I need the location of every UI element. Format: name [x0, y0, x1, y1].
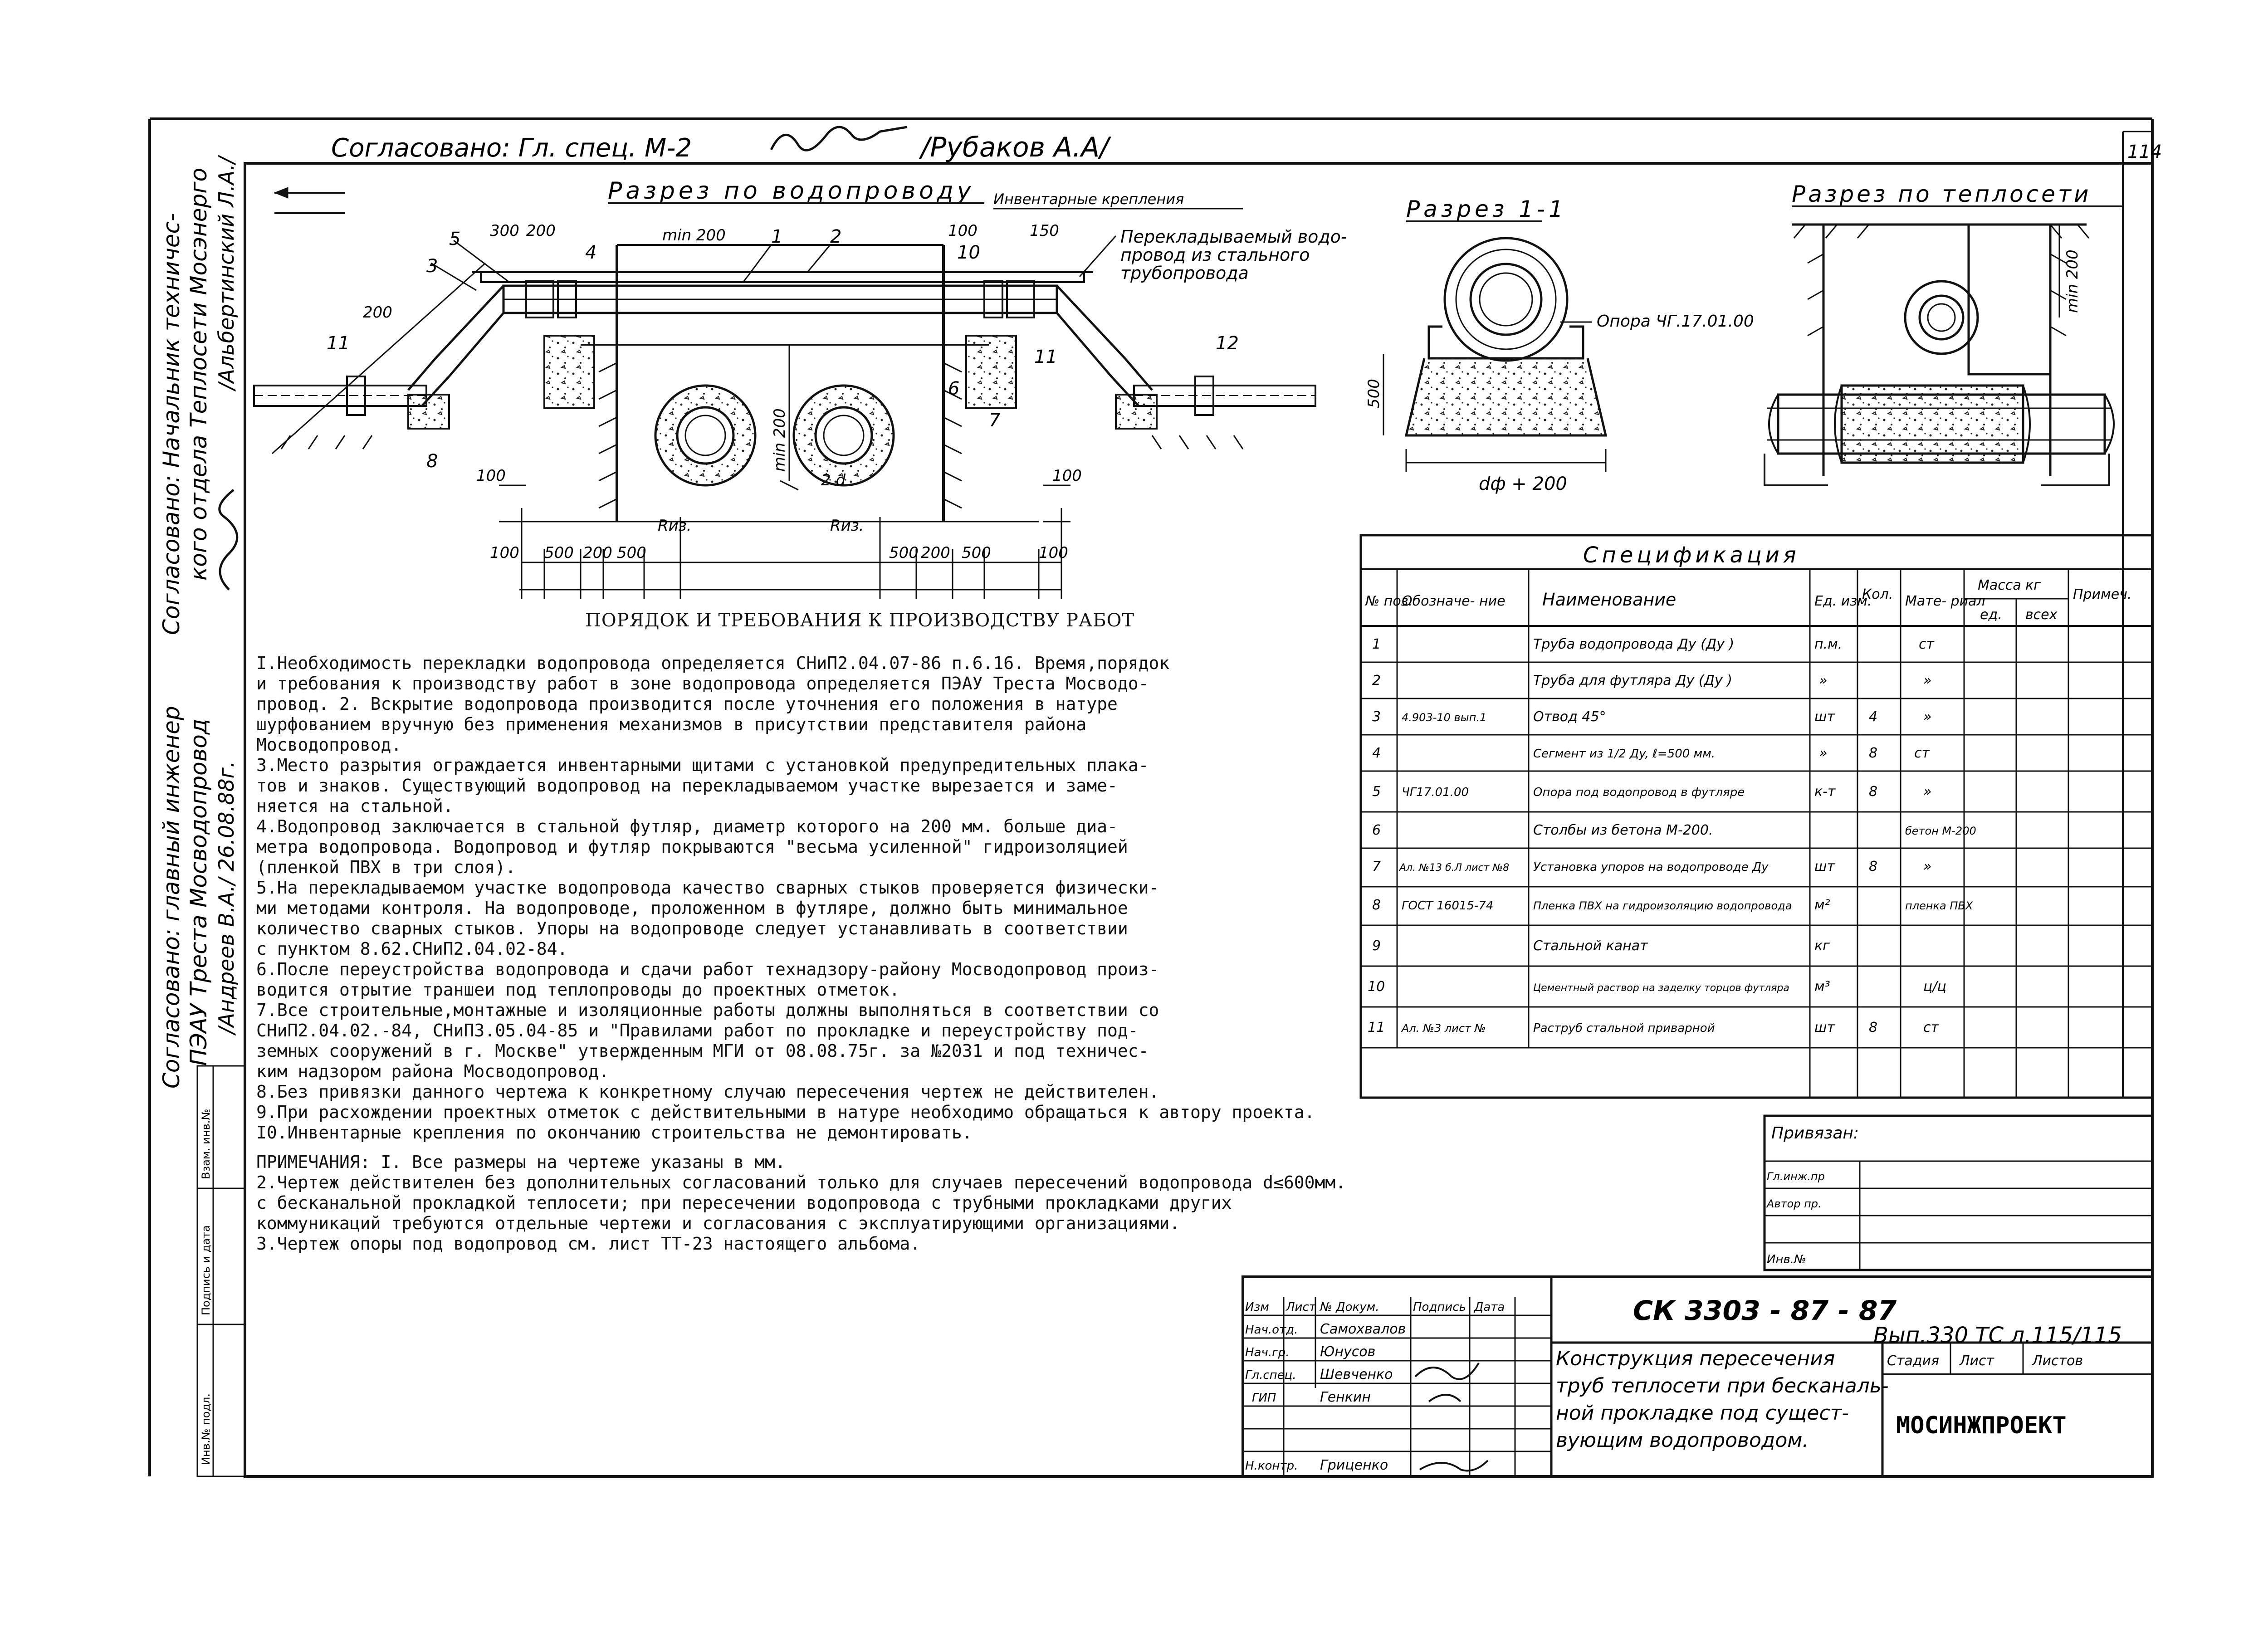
svg-text:м³: м³ — [1814, 979, 1830, 995]
svg-text:Столбы из бетона М-200.: Столбы из бетона М-200. — [1533, 822, 1713, 838]
binding-r3: Инв.№ — [1767, 1253, 1807, 1266]
description-4: вующим водопроводом. — [1556, 1429, 1809, 1452]
req-line: 3.Место разрытия ограждается инвентарными щитами с установкой предупредительных плака- — [256, 755, 1149, 775]
svg-text:8: 8 — [1869, 784, 1878, 800]
drawing-code-hand: Вып.330 ТС л.115/115 — [1873, 1323, 2122, 1348]
svg-text:шт: шт — [1814, 709, 1835, 725]
note-line: ПРИМЕЧАНИЯ: I. Все размеры на чертеже указаны в мм. — [256, 1152, 786, 1172]
stamp-col-2: Подпись и дата — [200, 1225, 212, 1315]
svg-text:Самохвалов: Самохвалов — [1320, 1321, 1406, 1337]
svg-text:Rиз.: Rиз. — [658, 517, 692, 535]
svg-text:6: 6 — [1372, 822, 1381, 838]
req-line: I0.Инвентарные крепления по окончанию строительства не демонтировать. — [256, 1123, 973, 1143]
left-margin-5: ПЭАУ Треста Мосводопровод — [186, 718, 212, 1066]
svg-text:Шевченко: Шевченко — [1320, 1367, 1393, 1382]
svg-text:бетон М-200: бетон М-200 — [1905, 825, 1976, 837]
description-3: ной прокладке под сущест- — [1556, 1402, 1849, 1425]
svg-text:150: 150 — [1030, 222, 1059, 240]
svg-text:Генкин: Генкин — [1320, 1389, 1371, 1405]
title-section-water: Разрез по водопроводу — [608, 177, 975, 205]
svg-text:Нач.гр.: Нач.гр. — [1245, 1346, 1290, 1359]
dim-500-support: 500 — [1365, 379, 1383, 408]
req-line: 5.На перекладываемом участке водопровода качество сварных стыков проверяется физически- — [256, 878, 1159, 898]
svg-text:Дата: Дата — [1474, 1300, 1505, 1314]
svg-text:100: 100 — [476, 467, 506, 485]
svg-text:Изм: Изм — [1245, 1300, 1269, 1314]
req-line: 6.После переустройства водопровода и сдачи работ технадзору-району Мосводопровод произ- — [256, 959, 1159, 979]
left-margin-2: кого отдела Теплосети Мосэнерго — [186, 167, 212, 581]
spec-title: Спецификация — [1583, 542, 1800, 568]
svg-text:200: 200 — [363, 303, 392, 322]
svg-text:Подпись: Подпись — [1413, 1300, 1466, 1314]
agreed-signature — [771, 127, 907, 150]
svg-text:5: 5 — [1372, 784, 1381, 800]
page-number: 114 — [2127, 142, 2162, 162]
drawing-code: СК 3303 - 87 - 87 — [1633, 1295, 1897, 1327]
svg-text:9: 9 — [1372, 938, 1381, 954]
svg-text:Труба для футляра Дy (Дy ): Труба для футляра Дy (Дy ) — [1533, 673, 1732, 689]
label-relaid-3: трубопровода — [1120, 263, 1249, 283]
svg-text:200: 200 — [583, 544, 612, 562]
sheet-label: Лист — [1960, 1353, 1994, 1369]
svg-text:Нач.отд.: Нач.отд. — [1245, 1323, 1298, 1337]
svg-text:500: 500 — [889, 544, 919, 562]
req-line: провод. 2. Вскрытие водопровода производится после уточнения его положения в натуре — [256, 694, 1118, 714]
req-line: СНиП2.04.02.-84, СНиП3.05.04-85 и "Правилами работ по прокладке и переустройству под- — [256, 1021, 1139, 1040]
svg-text:8: 8 — [1869, 1020, 1878, 1036]
req-line: 9.При расхождении проектных отметок с действительными в натуре необходимо обращаться к автору проекта. — [256, 1102, 1315, 1122]
svg-text:№ поз.: № поз. — [1365, 593, 1413, 609]
svg-text:11: 11 — [327, 333, 350, 354]
req-line: ми методами контроля. На водопроводе, проложенном в футляре, должно быть минимальное — [256, 898, 1128, 918]
svg-text:Мате- риал: Мате- риал — [1905, 593, 1985, 609]
svg-text:шт: шт — [1814, 859, 1835, 874]
svg-text:100: 100 — [1039, 544, 1068, 562]
binding-r1: Гл.инж.пр — [1767, 1170, 1825, 1183]
req-line: Мосводопровод. — [256, 735, 402, 755]
svg-text:10: 10 — [1368, 979, 1385, 995]
left-margin-1: Согласовано: Начальник техничес- — [158, 213, 185, 635]
svg-text:100: 100 — [1052, 467, 1082, 485]
svg-text:Пленка ПВХ на гидроизоляцию во: Пленка ПВХ на гидроизоляцию водопровода — [1533, 899, 1792, 912]
svg-text:Наименование: Наименование — [1542, 590, 1677, 610]
svg-text:кг: кг — [1814, 938, 1830, 954]
svg-text:»: » — [1923, 784, 1932, 800]
signature-scribble — [220, 490, 237, 590]
svg-text:200: 200 — [921, 544, 950, 562]
svg-text:п.м.: п.м. — [1814, 636, 1843, 652]
description-1: Конструкция пересечения — [1556, 1347, 1835, 1370]
req-line: с пунктом 8.62.СНиП2.04.02-84. — [256, 939, 568, 959]
req-line: тов и знаков. Существующий водопровод на перекладываемом участке вырезается и заме- — [256, 776, 1118, 796]
svg-text:11: 11 — [1368, 1020, 1385, 1036]
binding-r2: Автор пр. — [1767, 1197, 1822, 1210]
svg-text:Масса кг: Масса кг — [1978, 577, 2041, 593]
title-section-1-1: Разрез 1-1 — [1406, 196, 1567, 222]
dim-min200-heat: min 200 — [2063, 249, 2082, 313]
note-line: 2.Чертеж действителен без дополнительных согласований только для случаев пересечений водопровода d≤600мм. — [256, 1172, 1346, 1192]
svg-text:Rиз.: Rиз. — [830, 517, 864, 535]
req-line: и требования к производству работ в зоне водопровода определяется ПЭАУ Треста Мосводо- — [256, 674, 1149, 694]
description-2: труб теплосети при бесканаль- — [1556, 1374, 1889, 1397]
req-line: 4.Водопровод заключается в стальной футляр, диаметр которого на 200 мм. больше диа- — [256, 816, 1118, 836]
svg-text:10: 10 — [957, 242, 980, 263]
svg-text:всех: всех — [2025, 607, 2058, 623]
note-line: коммуникаций требуются отдельные чертежи и согласования с эксплуатирующими организациями. — [256, 1213, 1180, 1233]
req-line: шурфованием вручную без применения механизмов в присутствии представителя района — [256, 714, 1087, 734]
label-relaid-2: провод из стального — [1120, 245, 1310, 265]
heat-section-drawing — [1765, 225, 2114, 485]
req-line: ким надзором района Мосводопровод. — [256, 1061, 609, 1081]
req-line: количество сварных стыков. Упоры на водопроводе следует устанавливать в соответствии — [256, 918, 1128, 938]
svg-text:3: 3 — [1372, 709, 1381, 725]
svg-text:1: 1 — [771, 226, 783, 247]
label-inventory-fastening: Инвентарные крепления — [993, 190, 1184, 208]
svg-text:7: 7 — [989, 410, 1001, 431]
svg-text:4: 4 — [585, 242, 597, 263]
svg-text:Кол.: Кол. — [1862, 586, 1893, 602]
svg-text:ст: ст — [1923, 1020, 1939, 1036]
stamp-col-3: Взам. инв.№ — [200, 1109, 212, 1179]
svg-text:4: 4 — [1372, 745, 1381, 761]
svg-text:м²: м² — [1814, 897, 1830, 913]
svg-text:3: 3 — [426, 256, 438, 277]
spec-rows — [1368, 636, 1976, 1036]
svg-text:8: 8 — [1372, 897, 1381, 913]
svg-text:Стальной канат: Стальной канат — [1533, 938, 1648, 954]
svg-text:Ал. №13 б.Л лист №8: Ал. №13 б.Л лист №8 — [1399, 862, 1510, 874]
agreed-line: Согласовано: Гл. спец. М-2 — [331, 133, 692, 163]
svg-text:Труба водопровода Дy (Дy ): Труба водопровода Дy (Дy ) — [1533, 636, 1735, 652]
svg-text:8: 8 — [426, 451, 438, 472]
note-line: с бесканальной прокладкой теплосети; при пересечении водопровода с трубными прокладками других — [256, 1193, 1232, 1213]
support-label: Опора ЧГ.17.01.00 — [1597, 312, 1754, 331]
req-line: (пленкой ПВХ в три слоя). — [256, 857, 516, 877]
svg-text:500: 500 — [544, 544, 574, 562]
svg-text:пленка ПВХ: пленка ПВХ — [1905, 899, 1973, 912]
svg-text:2: 2 — [1372, 673, 1381, 689]
left-margin-3: /Альбертинский Л.А./ — [214, 156, 239, 390]
svg-text:Лист: Лист — [1286, 1300, 1316, 1314]
svg-text:min 200: min 200 — [771, 408, 789, 472]
svg-text:»: » — [1923, 709, 1932, 725]
title-section-heat: Разрез по теплосети — [1792, 181, 2092, 207]
svg-text:Цементный раствор на заделку т: Цементный раствор на заделку торцов футляра — [1533, 982, 1789, 994]
req-line: 8.Без привязки данного чертежа к конкретному случаю пересечения чертеж не действителен. — [256, 1082, 1159, 1102]
svg-text:min 200: min 200 — [662, 226, 726, 244]
svg-text:1: 1 — [1372, 636, 1381, 652]
stage-label: Стадия — [1887, 1353, 1940, 1369]
agreed-name: /Рубаков А.А/ — [921, 132, 1109, 163]
svg-text:200: 200 — [526, 222, 556, 240]
svg-text:Установка упоров на водопровод: Установка упоров на водопроводе Дy — [1533, 860, 1769, 874]
svg-text:ст: ст — [1914, 745, 1930, 761]
svg-text:ст: ст — [1919, 636, 1934, 652]
org-name: МОСИНЖПРОЕКТ — [1896, 1412, 2067, 1439]
req-line: метра водопровода. Водопровод и футляр покрываются "весьма усиленной" гидроизоляцией — [256, 837, 1128, 857]
svg-text:5: 5 — [449, 229, 461, 249]
requirements-title: ПОРЯДОК И ТРЕБОВАНИЯ К ПРОИЗВОДСТВУ РАБОТ — [585, 610, 1135, 631]
svg-text:Сегмент из 1/2 Дy, ℓ=500 мм.: Сегмент из 1/2 Дy, ℓ=500 мм. — [1533, 747, 1716, 761]
svg-text:Примеч.: Примеч. — [2073, 586, 2132, 602]
stamp-col-1: Инв.№ подл. — [200, 1393, 212, 1465]
svg-text:4.903-10 вып.1: 4.903-10 вып.1 — [1402, 711, 1487, 724]
req-line: I.Необходимость перекладки водопровода определяется СНиП2.04.07-86 п.6.16. Время,порядок — [256, 653, 1170, 673]
svg-text:8: 8 — [1869, 745, 1878, 761]
binding-title: Привязан: — [1771, 1124, 1859, 1143]
svg-text:Гриценко: Гриценко — [1320, 1457, 1388, 1473]
req-line: водится отрытие траншеи под теплопроводы до проектных отметок. — [256, 980, 900, 1000]
svg-text:4: 4 — [1869, 709, 1878, 725]
label-relaid-1: Перекладываемый водо- — [1120, 227, 1347, 247]
req-line: земных сооружений в г. Москве" утвержденным МГИ от 08.08.75г. за №2031 и под техничес- — [256, 1041, 1149, 1061]
left-margin-4: Согласовано: главный инженер — [158, 706, 185, 1089]
note-line: 3.Чертеж опоры под водопровод см. лист ТТ-23 настоящего альбома. — [256, 1234, 921, 1254]
svg-text:ед.: ед. — [1980, 607, 2002, 623]
svg-text:Ал. №3 лист №: Ал. №3 лист № — [1402, 1022, 1486, 1035]
svg-text:Опора под водопровод в футляре: Опора под водопровод в футляре — [1533, 786, 1745, 799]
svg-text:11: 11 — [1034, 347, 1057, 367]
section-1-1-drawing — [1383, 238, 1606, 472]
req-line: няется на стальной. — [256, 796, 454, 816]
svg-text:Н.контр.: Н.контр. — [1245, 1459, 1298, 1473]
svg-text:12: 12 — [1216, 333, 1239, 354]
dim-d200: dф + 200 — [1479, 474, 1567, 494]
svg-text:Обозначе- ние: Обозначе- ние — [1402, 593, 1505, 609]
svg-text:шт: шт — [1814, 1020, 1835, 1036]
svg-text:»: » — [1819, 745, 1828, 761]
svg-text:8: 8 — [1869, 859, 1878, 874]
svg-text:»: » — [1819, 673, 1828, 689]
svg-text:ГОСТ 16015-74: ГОСТ 16015-74 — [1402, 899, 1494, 913]
svg-text:500: 500 — [962, 544, 991, 562]
svg-text:300: 300 — [490, 222, 519, 240]
left-margin-6: /Андреев В.А./ 26.08.88г. — [214, 761, 239, 1034]
svg-text:ЧГ17.01.00: ЧГ17.01.00 — [1402, 786, 1469, 799]
svg-text:100: 100 — [948, 222, 978, 240]
svg-text:100: 100 — [490, 544, 519, 562]
svg-text:ц/ц: ц/ц — [1923, 979, 1946, 995]
svg-text:»: » — [1923, 859, 1932, 874]
svg-text:Раструб стальной приварной: Раструб стальной приварной — [1533, 1021, 1715, 1035]
svg-text:7: 7 — [1372, 859, 1381, 874]
svg-text:Отвод 45°: Отвод 45° — [1533, 709, 1606, 725]
svg-text:»: » — [1923, 673, 1932, 689]
svg-text:2: 2 — [830, 226, 842, 247]
svg-text:к-т: к-т — [1814, 784, 1836, 800]
svg-text:ГИП: ГИП — [1252, 1391, 1276, 1405]
svg-text:№ Докум.: № Докум. — [1320, 1300, 1379, 1314]
svg-text:6: 6 — [948, 378, 960, 399]
requirements-text — [256, 653, 1368, 1254]
svg-text:Юнусов: Юнусов — [1320, 1344, 1376, 1360]
svg-text:2 d: 2 d — [821, 471, 846, 489]
svg-text:Гл.спец.: Гл.спец. — [1245, 1368, 1296, 1382]
svg-text:Ед. изм.: Ед. изм. — [1814, 593, 1872, 609]
svg-text:500: 500 — [617, 544, 646, 562]
req-line: 7.Все строительные,монтажные и изоляционные работы должны выполняться в соответствии со — [256, 1000, 1159, 1020]
sheets-label: Листов — [2032, 1353, 2083, 1369]
titleblock-signatures — [1415, 1363, 1488, 1471]
